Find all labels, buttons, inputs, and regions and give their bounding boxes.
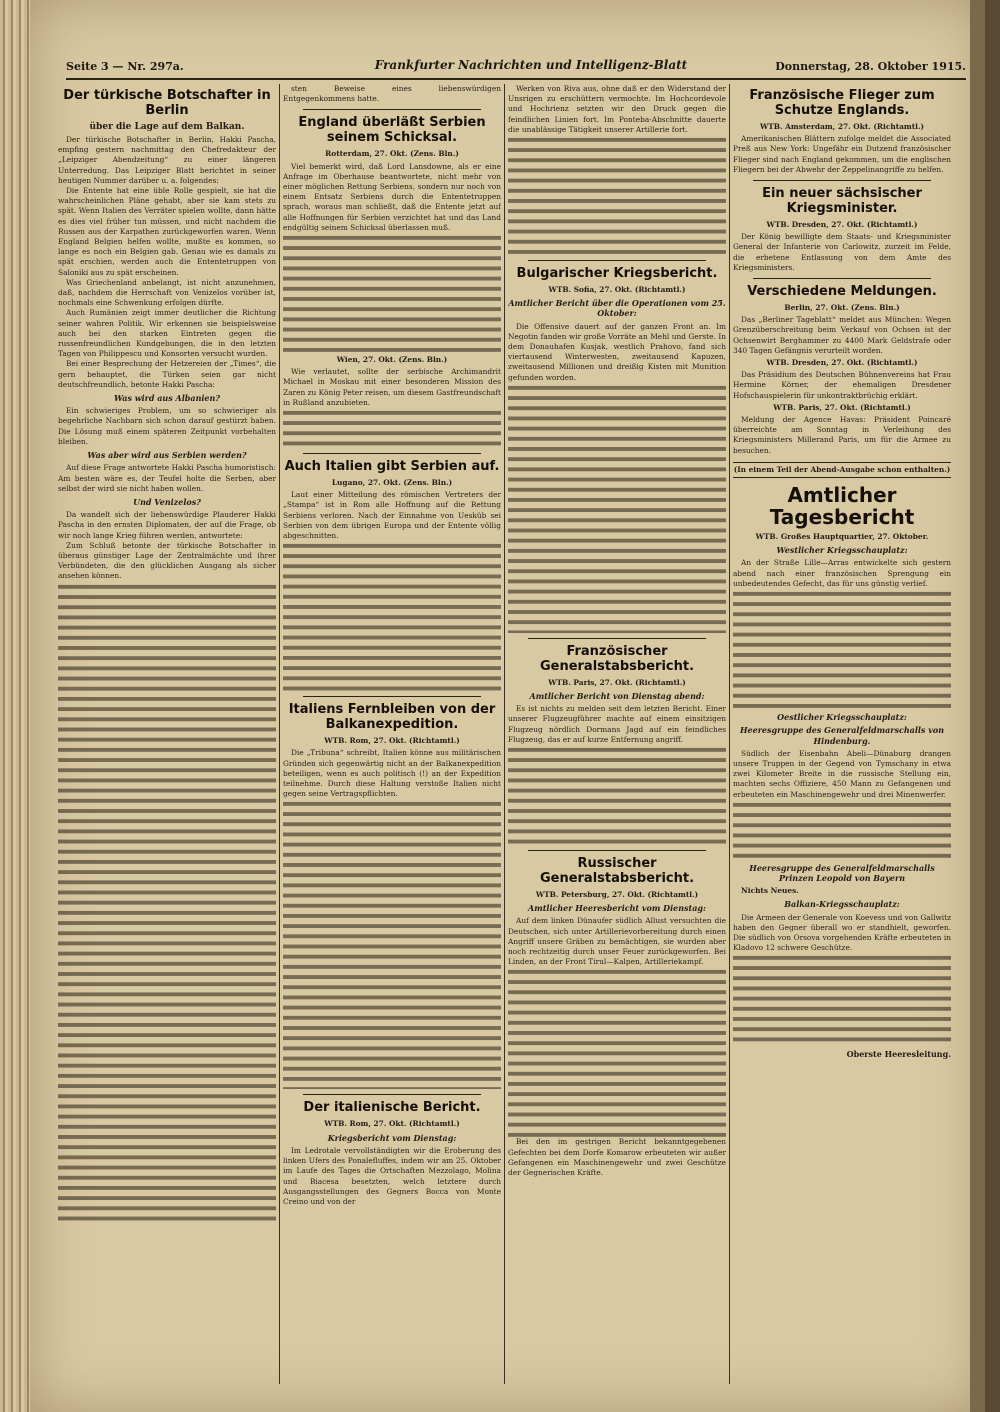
- article-paragraph: Bei den im gestrigen Bericht bekanntgegebenen Gefechten bei dem Dorfe Komarow erbeuteten wir außer Gefangenen ein Maschinengewehr und zwei Geschütze der Gegnerischen Kräfte.: [508, 1137, 726, 1178]
- dateline: WTB. Sofia, 27. Okt. (Richtamtl.): [548, 285, 686, 295]
- article-paragraph: Ein schwieriges Problem, um so schwieriger als begehrliche Nachbarn sich schon darauf gestürzt haben. Die Lösung muß einem späteren Zeitpunkt vorbehalten bleiben.: [58, 406, 276, 446]
- body-text-lines: [508, 967, 726, 1137]
- body-text-lines: [508, 383, 726, 633]
- article-headline: Ein neuer sächsischer Kriegsminister.: [762, 186, 922, 217]
- dateline: Berlin, 27. Okt. (Zens. Bln.): [784, 303, 900, 313]
- article-paragraph: Auf diese Frage antwortete Hakki Pascha humoristisch: Am besten wäre es, der Teufel holte die Serben, aber selbst der wird sie nicht haben wollen.: [58, 463, 276, 493]
- newspaper-page: [30, 0, 985, 1412]
- body-text-lines: [733, 589, 951, 709]
- article-headline: Amtlicher Tagesbericht: [769, 483, 915, 530]
- article-paragraph: Viel bemerkt wird, daß Lord Lansdowne, als er eine Anfrage im Oberhause beantwortete, nicht mehr von einer möglichen Rettung Serbiens, sondern nur noch von einem Entsatz Serbiens durch die Ententetruppen sprach, woraus man schließt, daß die Entente jetzt auf alle Hoffnungen für Serbien verzichtet hat und das Land endgültig seinem Schicksal überlassen muß.: [283, 161, 501, 232]
- divider: [303, 1094, 481, 1095]
- article-headline: Der italienische Bericht.: [303, 1100, 481, 1116]
- article-subheading: Heeresgruppe des Generalfeldmarschalls Prinzen Leopold von Bayern: [749, 862, 935, 883]
- article-paragraph: Auf dem linken Dünaufer südlich Allust versuchten die Deutschen, sich unter Artillerievorbereitung durch einen Angriff unsere Gräben zu bemächtigen, sie wurden aber noch rechtzeitig durch unser Feuer zurückgeworfen. Bei Linden, an der Front Tirul—Kalpen, Artilleriekampf.: [508, 916, 726, 967]
- body-text-lines: [283, 233, 501, 353]
- article-paragraph: Die Entente hat eine üble Rolle gespielt, sie hat die wahrscheinlichen Pläne gehabt, aber sie kam stets zu spät. Wenn Italien des Verräter spielen wollte, dann hätte es dies viel früher tun müssen, und nicht nachdem die Russen aus der Karpathen zurückgeworfen waren. Wenn England Belgien helfen wollte, mußte es kommen, so lange es noch ein Belgien gab. Genau wie es damals zu spät erschien, werden auch die Ententetruppen von Saloniki aus zu spät erscheinen.: [58, 186, 276, 277]
- article-paragraph: Die Offensive dauert auf der ganzen Front an. Im Negotin fanden wir große Vorräte an Mehl und Gerste. In dem Donauhafen Kusjak, westlich Prahovo, fand sich viertausend Winterwesten, zweitausend Kapuzen, zweitausend Millionen und dreißig Kisten mit Munition gefunden worden.: [508, 321, 726, 382]
- column-4: [733, 84, 951, 1394]
- bound-page-edge: [0, 0, 30, 1412]
- article-headline: Italiens Fernbleiben von der Balkanexpedition.: [288, 702, 496, 733]
- dateline: WTB. Paris, 27. Okt. (Richtamtl.): [548, 677, 686, 687]
- issue-date: Donnerstag, 28. Oktober 1915.: [775, 60, 966, 73]
- article-subheading: Was wird aus Albanien?: [113, 393, 221, 404]
- article-subheading: Balkan-Kriegsschauplatz:: [784, 899, 900, 910]
- article-paragraph: Der türkische Botschafter in Berlin, Hakki Pascha, empfing gestern nachmittag den Chefredakteur der „Leipziger Abendzeitung“ zu einer längeren Unterredung. Das Leipziger Blatt berichtet in seiner heutigen Nummer darüber u. a. folgendes:: [58, 135, 276, 185]
- divider: [528, 260, 706, 261]
- article-subheading: Und Venizelos?: [133, 496, 201, 507]
- masthead: Frankfurter Nachrichten und Intelligenz-Blatt: [374, 58, 688, 72]
- article-paragraph: sten Beweise eines liebenswürdigen Entgegenkommens hatte.: [283, 84, 501, 104]
- divider: [528, 850, 706, 851]
- dateline: WTB. Paris, 27. Okt. (Richtamtl.): [773, 402, 911, 412]
- article-paragraph: Der König bewilligte dem Staats- und Kriegsminister General der Infanterie von Carlowitz, zurzeit im Felde, die erbetene Entlassung von dem Amte des Kriegsministers.: [733, 232, 951, 272]
- dateline: WTB. Petersburg, 27. Okt. (Richtamtl.): [535, 890, 699, 900]
- page-number: Seite 3 — Nr. 297a.: [66, 60, 184, 73]
- page-header: [66, 58, 966, 80]
- dateline: WTB. Rom, 27. Okt. (Richtamtl.): [324, 1119, 460, 1129]
- article-paragraph: Amerikanischen Blättern zufolge meldet die Associated Preß aus New York: Ungefähr ein Dutzend französischer Flieger sind nach England gekommen, um die englischen Fliegern bei der Abwehr der Zeppelinangriffe zu helfen.: [733, 134, 951, 174]
- article-subheading: Westlicher Kriegsschauplatz:: [776, 545, 908, 556]
- divider: [753, 180, 931, 181]
- article-headline: Französischer Generalstabsbericht.: [539, 643, 695, 674]
- dateline: WTB. Rom, 27. Okt. (Richtamtl.): [324, 736, 460, 746]
- body-text-lines: [283, 799, 501, 1089]
- article-headline: Bulgarischer Kriegsbericht.: [516, 266, 718, 282]
- article-paragraph: An der Straße Lille—Arras entwickelte sich gestern abend nach einer französischen Sprengung ein unbedeutendes Gefecht, das für uns günstig verlief.: [733, 558, 951, 588]
- dateline: WTB. Amsterdam, 27. Okt. (Richtamtl.): [759, 122, 925, 131]
- column-3: [508, 84, 726, 1394]
- article-paragraph: Wie verlautet, sollte der serbische Archimandrit Michael in Moskau mit einer besonderen Mission des Zaren zu König Peter reisen, um diesem Gastfreundschaft in Rußland anzubieten.: [283, 367, 501, 407]
- body-text-lines: [733, 953, 951, 1043]
- column-rule: [729, 84, 730, 1384]
- dateline: Lugano, 27. Okt. (Zens. Bln.): [331, 478, 453, 488]
- article-headline: Verschiedene Meldungen.: [747, 284, 937, 300]
- article-headline: England überläßt Serbien seinem Schicksal.: [298, 115, 486, 146]
- divider: [303, 696, 481, 697]
- divider: [303, 453, 481, 454]
- dateline: WTB. Dresden, 27. Okt. (Richtamtl.): [766, 220, 918, 230]
- column-rule: [504, 84, 505, 1384]
- article-paragraph: Bei einer Besprechung der Hetzereien der „Times“, die gern behauptet, die Türken seien gar nicht deutschfreundlich, betonte Hakki Pascha:: [58, 359, 276, 389]
- article-paragraph: Das Präsidium des Deutschen Bühnenvereins hat Frau Hermine Körner, der ehemaligen Dresdener Hofschauspielerin für unkontraktbrüchig erklärt.: [733, 370, 951, 400]
- column-1: [58, 84, 276, 1394]
- dateline: Rotterdam, 27. Okt. (Zens. Bln.): [325, 149, 459, 159]
- body-text-lines: [283, 541, 501, 691]
- article-subheading: Was aber wird aus Serbien werden?: [87, 450, 247, 461]
- body-text-lines: [508, 745, 726, 845]
- article-paragraph: Das „Berliner Tageblatt“ meldet aus München: Wegen Grenzüberschreitung beim Verkauf von Ochsen ist der Ochsenwirt Berghammer zu 4400 Mark Geldstrafe oder 340 Tagen Gefängnis verurteilt worden.: [733, 315, 951, 355]
- column-2: [283, 84, 501, 1394]
- body-text-lines: [283, 408, 501, 448]
- article-subheading: Amtlicher Bericht von Dienstag abend:: [529, 691, 705, 702]
- article-headline: Französische Flieger zum Schutze Englands.: [749, 88, 935, 118]
- article-paragraph: Die Armeen der Generale von Koevess und von Gallwitz haben den Gegner überall wo er standhielt, geworfen. Die südlich von Orsova vorgehenden Kräfte erbeuteten in Kladovo 12 schwere Geschütze.: [733, 912, 951, 953]
- edition-note: (In einem Teil der Abend-Ausgabe schon enthalten.): [733, 462, 951, 478]
- article-subheading: Amtlicher Bericht über die Operationen vom 25. Oktober:: [508, 298, 726, 319]
- body-text-lines: [58, 582, 276, 1222]
- article-subheading: Amtlicher Heeresbericht vom Dienstag:: [528, 903, 706, 914]
- article-paragraph: Da wandelt sich der liebenswürdige Plauderer Hakki Pascha in den ernsten Diplomaten, der auf die Frage, ob wir noch lange Krieg führen werden, antwortete:: [58, 510, 276, 540]
- article-headline: Auch Italien gibt Serbien auf.: [284, 459, 500, 475]
- article-paragraph: Was Griechenland anbelangt, ist nicht anzunehmen, daß, nachdem die Herrschaft von Venizelos vorüber ist, nochmals eine Schwenkung erfolgen dürfte.: [58, 277, 276, 308]
- column-rule: [279, 84, 280, 1384]
- body-text-lines: [733, 800, 951, 860]
- dateline: WTB. Dresden, 27. Okt. (Richtamtl.): [766, 358, 918, 368]
- article-paragraph: Meldung der Agence Havas: Präsident Poincaré überreichte am Sonntag in Verleihung des Kriegsministers Millerand Paris, um für die Armee zu besuchen.: [733, 415, 951, 455]
- divider: [303, 109, 481, 110]
- divider: [528, 638, 706, 639]
- article-paragraph: Südlich der Eisenbahn Abeli—Dünaburg drangen unsere Truppen in der Gegend von Tymschany in etwa zwei Kilometer Breite in die russische Stellung ein, machten sechs Offiziere, 450 Mann zu Gefangenen und erbeuteten ein Maschinengewehr und drei Minenwerfer.: [733, 748, 951, 799]
- article-paragraph: Werken von Riva aus, ohne daß er den Widerstand der Unsrigen zu erschüttern vermochte. Im Hochcordevole und Hochrienz setzten wir den Druck gegen die feindlichen Linien fort. Im Ponteba-Abschnitte dauerte die unablässige Tätigkeit unserer Artillerie fort.: [508, 84, 726, 134]
- article-subheading: Kriegsbericht vom Dienstag:: [327, 1132, 457, 1143]
- article-paragraph: Im Ledrotale vervollständigten wir die Eroberung des linken Ufers des Ponalefluffes, indem wir am 25. Oktober im Laufe des Tages die Ortschaften Mezzolago, Molina und Biacesa besetzten, welch letztere durch Ausgangsstellungen des Gegners Bocca von Monte Creino und von der: [283, 1145, 501, 1206]
- article-paragraph: Zum Schluß betonte der türkische Botschafter in überaus günstiger Lage der Zentralmächte und ihrer Verbündeten, die den glücklichen Ausgang als sicher ansehen können.: [58, 540, 276, 581]
- article-paragraph: Die „Tribuna“ schreibt, Italien könne aus militärischen Gründen sich gegenwärtig nicht an der Balkanexpedition beteiligen, wenn es auch politisch (!) an der Expedition teilnehme. Durch diese Haltung verstoße Italien nicht gegen seine Vertragspflichten.: [283, 748, 501, 799]
- article-subheading: Heeresgruppe des Generalfeldmarschalls von Hindenburg.: [739, 725, 945, 746]
- article-subheading: Oestlicher Kriegsschauplatz:: [777, 712, 907, 723]
- article-headline: Russischer Generalstabsbericht.: [539, 856, 695, 887]
- article-paragraph: Laut einer Mitteilung des römischen Vertreters der „Stampa“ ist in Rom alle Hoffnung auf die Rettung Serbiens verloren. Nach der Einnahme von Uesküb sei Serbien von dem übrigen Europa und der Entente völlig abgeschnitten.: [283, 490, 501, 541]
- article-paragraph: Auch Rumänien zeigt immer deutlicher die Richtung seiner wahren Politik. Wir erkennen sie beispielsweise auch bei den starken Eintreten gegen die russenfreundlichen Kundgebungen, die in den letzten Tagen von Philippescu und Konsorten versucht wurden.: [58, 308, 276, 359]
- body-text-lines: [508, 135, 726, 255]
- signature: Oberste Heeresleitung.: [846, 1049, 951, 1060]
- article-paragraph: Nichts Neues.: [741, 886, 799, 896]
- article-paragraph: Es ist nichts zu melden seit dem letzten Bericht. Einer unserer Flugzeugführer machte auf einem einsitzigen Flugzeug nördlich Dormans Jagd auf ein feindliches Flugzeug, das er auf kurze Entfernung angriff.: [508, 704, 726, 744]
- article-subheadline: über die Lage auf dem Balkan.: [89, 122, 245, 132]
- dateline: Wien, 27. Okt. (Zens. Bln.): [336, 355, 448, 365]
- divider: [753, 278, 931, 279]
- next-page-edge: [970, 0, 985, 1412]
- dateline: WTB. Großes Hauptquartier, 27. Oktober.: [755, 532, 929, 542]
- article-headline: Der türkische Botschafter in Berlin: [63, 88, 271, 118]
